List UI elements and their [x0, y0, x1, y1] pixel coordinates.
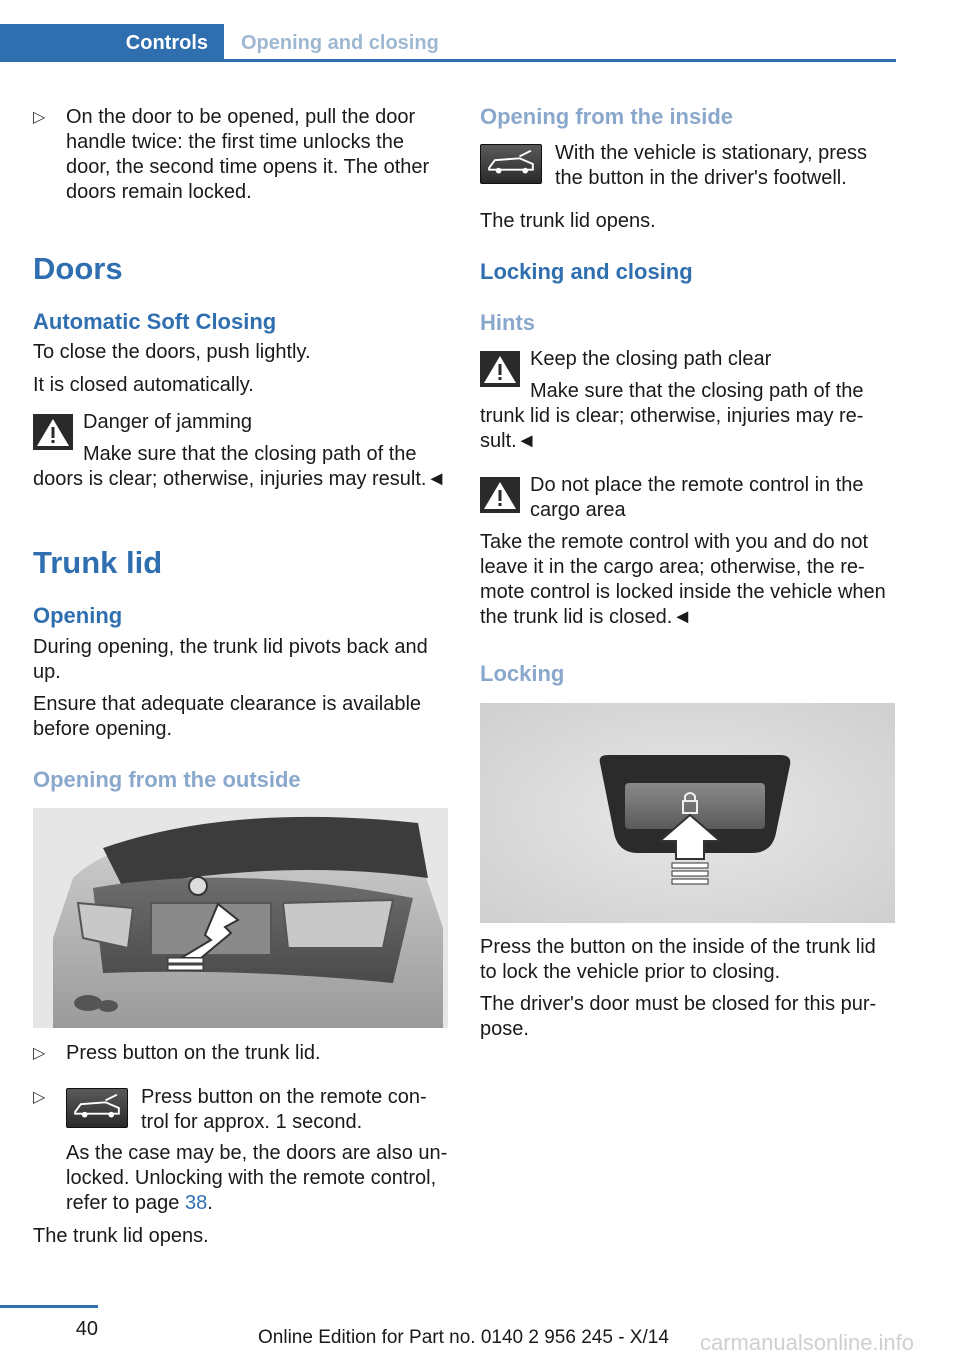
warning-triangle-icon [480, 351, 520, 387]
bullet-text-line: Press button on the remote con- [141, 1086, 427, 1108]
warning-title-line: Do not place the remote control in the [530, 474, 864, 496]
warning-text-line: doors is clear; otherwise, injuries may result.◄ [33, 468, 447, 490]
doors-heading: Doors [33, 251, 123, 286]
warning-text-line: Make sure that the closing path of the [83, 443, 417, 465]
paragraph-line: before opening. [33, 718, 173, 740]
footer-rule [0, 1305, 98, 1308]
page-number: 40 [75, 1318, 98, 1340]
bullet-text-line: handle twice: the first time unlocks the [66, 131, 404, 153]
opening-outside-heading: Opening from the outside [33, 767, 301, 792]
bullet-text-line: locked. Unlocking with the remote control, [66, 1167, 437, 1189]
warning-text-line: Make sure that the closing path of the [530, 380, 864, 402]
bullet-text-line: As the case may be, the doors are also un- [66, 1142, 448, 1164]
paragraph-line: to lock the vehicle prior to closing. [480, 961, 781, 983]
paragraph-line: Press the button on the inside of the trunk lid [480, 936, 876, 958]
paragraph-line: During opening, the trunk lid pivots back and [33, 636, 428, 658]
footwell-trunk-button-icon [480, 144, 542, 184]
bullet-marker: ▷ [33, 1045, 46, 1062]
paragraph: The trunk lid opens. [33, 1225, 209, 1247]
hints-heading: Hints [480, 310, 535, 335]
warning-text-line: the trunk lid is closed.◄ [480, 606, 693, 628]
locking-heading: Locking [480, 661, 565, 686]
warning-title: Danger of jamming [83, 411, 252, 433]
soft-closing-heading: Automatic Soft Closing [33, 309, 277, 334]
paragraph-line: The driver's door must be closed for this pur- [480, 993, 877, 1015]
opening-heading: Opening [33, 603, 123, 628]
bullet-marker: ▷ [33, 109, 46, 126]
warning-text-line: leave it in the cargo area; otherwise, the re- [480, 556, 865, 578]
warning-title: Keep the closing path clear [530, 348, 772, 370]
page-link[interactable]: 38 [184, 1192, 208, 1214]
bullet-text-line: Press button on the trunk lid. [66, 1042, 321, 1064]
header-subsection-tab[interactable]: Opening and closing [241, 32, 439, 54]
remote-trunk-button-icon [66, 1088, 128, 1128]
paragraph: To close the doors, push lightly. [33, 341, 311, 363]
page-reference [66, 1191, 213, 1216]
paragraph: It is closed automatically. [33, 374, 254, 396]
trunk-lid-heading: Trunk lid [33, 545, 163, 580]
paragraph-line: With the vehicle is stationary, press [555, 142, 867, 164]
warning-triangle-icon [480, 477, 520, 513]
warning-title-line: cargo area [530, 499, 626, 521]
bullet-text-line: trol for approx. 1 second. [141, 1111, 363, 1133]
locking-closing-heading: Locking and closing [480, 259, 693, 284]
warning-text-line: mote control is locked inside the vehicle when [480, 581, 886, 603]
paragraph-line: up. [33, 661, 61, 683]
warning-text-line: sult.◄ [480, 430, 537, 452]
warning-text-line: trunk lid is clear; otherwise, injuries may re- [480, 405, 864, 427]
paragraph-line: Ensure that adequate clearance is available [33, 693, 422, 715]
bullet-text-line: On the door to be opened, pull the door [66, 106, 416, 128]
bullet-marker: ▷ [33, 1089, 46, 1106]
paragraph: The trunk lid opens. [480, 210, 656, 232]
paragraph-line: pose. [480, 1018, 529, 1040]
opening-inside-heading: Opening from the inside [480, 104, 734, 129]
warning-triangle-icon [33, 414, 73, 450]
warning-text-line: Take the remote control with you and do not [480, 531, 869, 553]
edition-note: Online Edition for Part no. 0140 2 956 245 - X/14 [258, 1327, 669, 1348]
watermark: carmanualsonline.info [700, 1330, 915, 1355]
lock-button-illustration [480, 703, 895, 923]
trunk-illustration [33, 808, 448, 1028]
refer-prefix: refer to page [66, 1192, 185, 1214]
bullet-text-line: doors remain locked. [66, 181, 252, 203]
bullet-text-line: door, the second time opens it. The other [66, 156, 430, 178]
paragraph-line: the button in the driver's footwell. [555, 167, 847, 189]
header-section-tab[interactable]: Controls [125, 32, 208, 54]
refer-suffix: . [207, 1192, 213, 1214]
